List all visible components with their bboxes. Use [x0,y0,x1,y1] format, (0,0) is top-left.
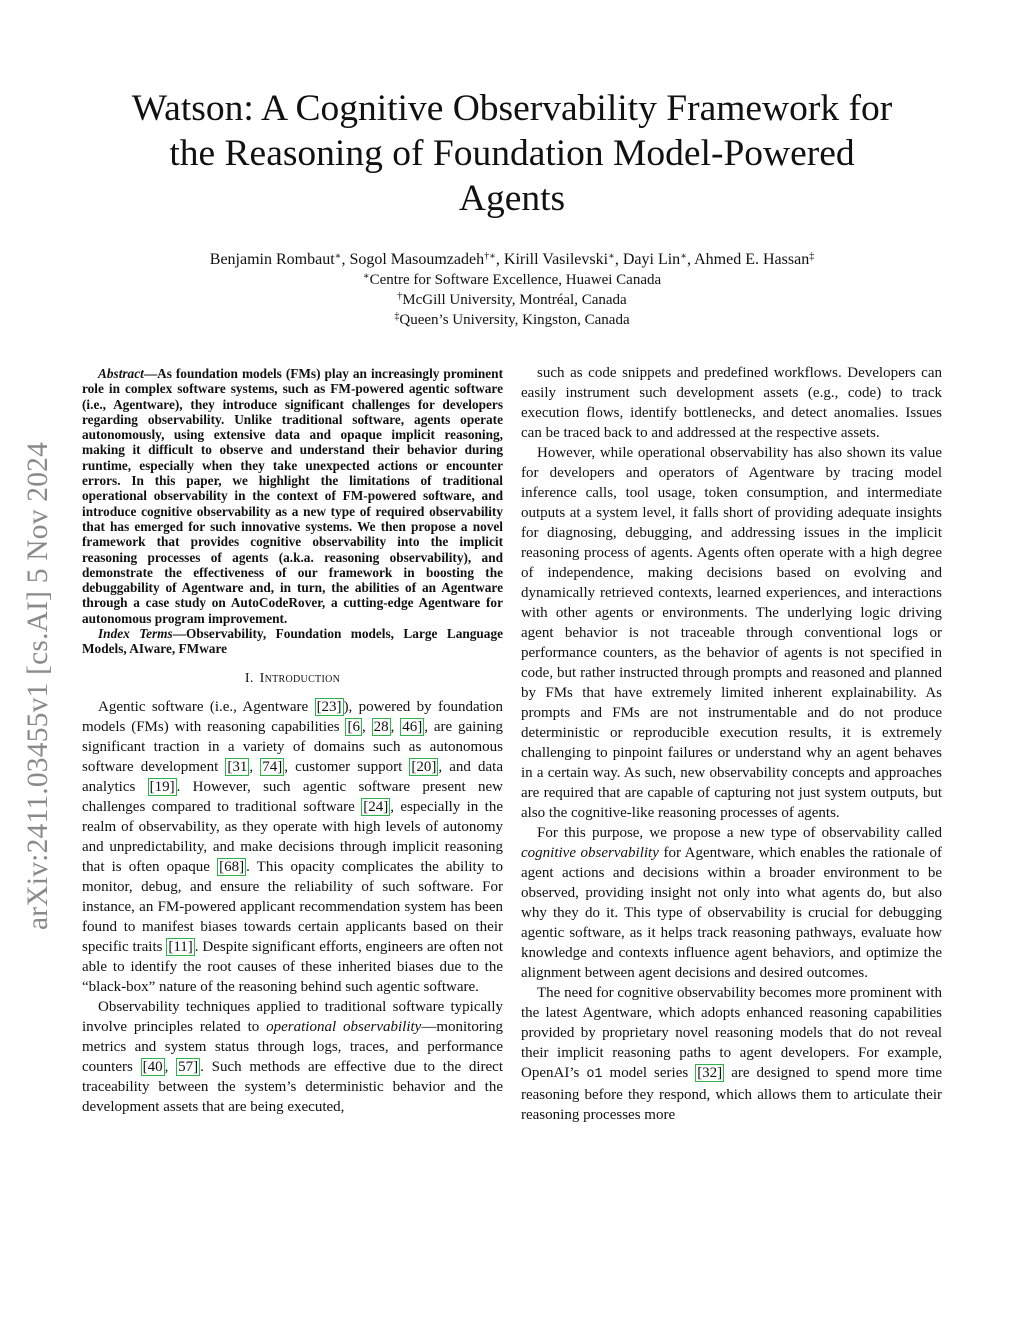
author-mark: ∗ [680,251,687,262]
author-mark: †∗ [484,251,496,262]
affiliation-list [60,270,964,330]
left-column [82,366,503,1117]
citation-link[interactable]: [6 [347,718,360,735]
body-paragraph: such as code snippets and predefined workflows. Developers can easily instrument such development assets (e.g., code) to track execution flows, identify bottlenecks, and detect anomalies. Issues can be traced back to and addressed at the respective assets. [521,365,942,441]
affiliation-mark: ‡ [394,311,400,322]
body-paragraph: Agentic software (i.e., Agentware [23] ), powered by foundation models (FMs) with reasoning capabilities [6 , 28 , 46] , are gaining significant traction in a variety of domains such as autonomous software development [31 , 74] , customer support [20] , and data analytics [19] . However, such agentic software present new challenges compared to traditional software [24] , especially in the realm of observability, as they operate with high levels of autonomy and unpredictability, and make decisions through implicit reasoning that is often opaque [68] . This opacity complicates the ability to monitor, debug, and ensure the reliability of such software. For instance, an FM-powered applicant recommendation system has been found to manifest biases towards certain applicants based on their specific traits [11] . Despite significant efforts, engineers are often not able to identify the root causes of these inherited biases due to the “black-box” nature of the reasoning behind such agentic software. [82,698,504,995]
code-term: o1 [586,1067,603,1082]
emphasized-term: cognitive observability [521,845,659,861]
body-paragraph: For this purpose, we propose a new type of observability called cognitive observability for Agentware, which enables the rationale of agent actions and decisions within a broader environment to be observed, providing insight not only into what agents do, but also why they do it. This type of observability is crucial for debugging agentic software, as it helps track reasoning pathways, evaluate how knowledge and contexts influence agent behaviors, and optimize the alignment between agent decisions and desired outcomes. [521,825,943,981]
citation-link[interactable]: 46] [402,718,423,735]
title-line: the Reasoning of Foundation Model-Powered [169,133,855,174]
author-list: Benjamin Rombaut∗, Sogol Masoumzadeh†∗, Kirill Vasilevski∗, Dayi Lin∗, Ahmed E. Hassan‡ [209,251,815,268]
body-paragraph: The need for cognitive observability becomes more prominent with the latest Agentware, which adopts enhanced reasoning capabilities provided by proprietary novel reasoning models that do not reveal their implicit reasoning paths to agent developers. For example, OpenAI’s o1 model series [32] are designed to spend more time reasoning before they respond, which allows them to articulate their reasoning processes more [521,985,942,1123]
section-heading [82,671,503,687]
citation-link[interactable]: 74] [262,758,283,775]
arxiv-identifier: arXiv:2411.03455v1 [cs.AI] 5 Nov 2024 [22,441,54,930]
author-mark: ‡ [809,251,815,262]
author-name: Ahmed E. Hassan [694,251,810,268]
affiliation [60,270,964,290]
citation-link[interactable]: [11] [168,938,193,955]
index-terms-label: Index Terms [98,626,173,642]
index-terms-text: —Observability, Foundation models, Large Language Models, AIware, FMware [82,626,503,657]
citation-link[interactable]: 57] [178,1058,199,1075]
body-paragraph: However, while operational observability has also shown its value for developers and operators of Agentware by tracing model inference calls, tool usage, token consumption, and intermediate outputs at a system level, it falls short of providing adequate insights for diagnosing, debugging, and addressing issues in the implicit reasoning process of agents. Agents often operate with a high degree of independence, making decisions based on evolving and dynamically retrieved contexts, learned experiences, and interactions with other agents or environments. The underlying logic driving agent behavior is not traceable through conventional logs or performance counters, as the behavior of agents is not specified in code, but rather instructed through prompts and reasoned and planned by FMs that have extremely limited inherent explainability. As prompts and FMs are not instrumentable and do not produce deterministic or reproducible execution results, it is extremely challenging to pinpoint failures or understand why an agent behaves in a certain way. As such, new observability concepts and approaches are required that are capable of capturing not just system outputs, but also the cognitive-like reasoning processes of agents. [521,445,942,821]
affiliation-mark: † [397,291,403,302]
author-mark: ∗ [608,251,615,262]
citation-link[interactable]: [23] [316,698,342,715]
index-terms [82,626,503,657]
citation-link[interactable]: [20] [411,758,437,775]
paper-title [60,86,964,221]
body-paragraph: Observability techniques applied to traditional software typically involve principles related to operational observability—monitoring metrics and system status through logs, traces, and performance counters [40 , 57] . Such methods are effective due to the direct traceability between the system’s deterministic behavior and the development assets that are being executed, [82,998,504,1115]
author-name: Benjamin Rombaut [209,251,335,268]
citation-link[interactable]: [68] [219,858,245,875]
affiliation [60,290,964,310]
citation-link[interactable]: [24] [363,798,389,815]
right-column [521,363,942,1125]
citation-link[interactable]: [31 [227,758,248,775]
abstract [82,366,503,626]
section-title: Introduction [259,670,341,686]
author-name: Dayi Lin [622,251,681,268]
title-line: Watson: A Cognitive Observability Framework for [131,88,893,129]
emphasized-term: operational observability [266,1018,422,1035]
left-body [82,697,503,1117]
section-number: I. [244,670,254,686]
author-mark: ∗ [334,251,342,262]
citation-link[interactable]: [19] [149,778,175,795]
right-body [521,363,942,1125]
author-name: Kirill Vasilevski [503,251,609,268]
affiliation [60,310,964,330]
affiliation-text: Queen’s University, Kingston, Canada [399,312,630,328]
abstract-text: —As foundation models (FMs) play an increasingly prominent role in complex software systems, such as FM-powered agentic software (i.e., Agentware), they introduce significant challenges for developers regarding observability. Unlike traditional software, agents operate autonomously, using extensive data and opaque implicit reasoning, making it difficult to observe and understand their behavior during runtime, especially when they take unexpected actions or encounter errors. In this paper, we highlight the limitations of traditional operational observability in the context of FM-powered software, and introduce cognitive observability as a new type of required observability that has emerged for such innovative systems. We then propose a novel framework that provides cognitive observability into the implicit reasoning processes of agents (a.k.a. reasoning observability), and demonstrate the effectiveness of our framework in boosting the debuggability of Agentware and, in turn, the abilities of an Agentware through a case study on AutoCodeRover, a cutting-edge Agentware for autonomous program improvement. [82,366,503,626]
citation-link[interactable]: 28 [373,718,389,735]
abstract-label: Abstract [98,366,144,381]
affiliation-mark: ∗ [362,271,370,282]
affiliation-text: McGill University, Montréal, Canada [402,292,627,308]
title-line: Agents [458,178,566,219]
affiliation-text: Centre for Software Excellence, Huawei Canada [369,272,662,288]
citation-link[interactable]: [40 [142,1058,163,1075]
citation-link[interactable]: [32] [697,1065,723,1081]
author-name: Sogol Masoumzadeh [349,251,485,268]
